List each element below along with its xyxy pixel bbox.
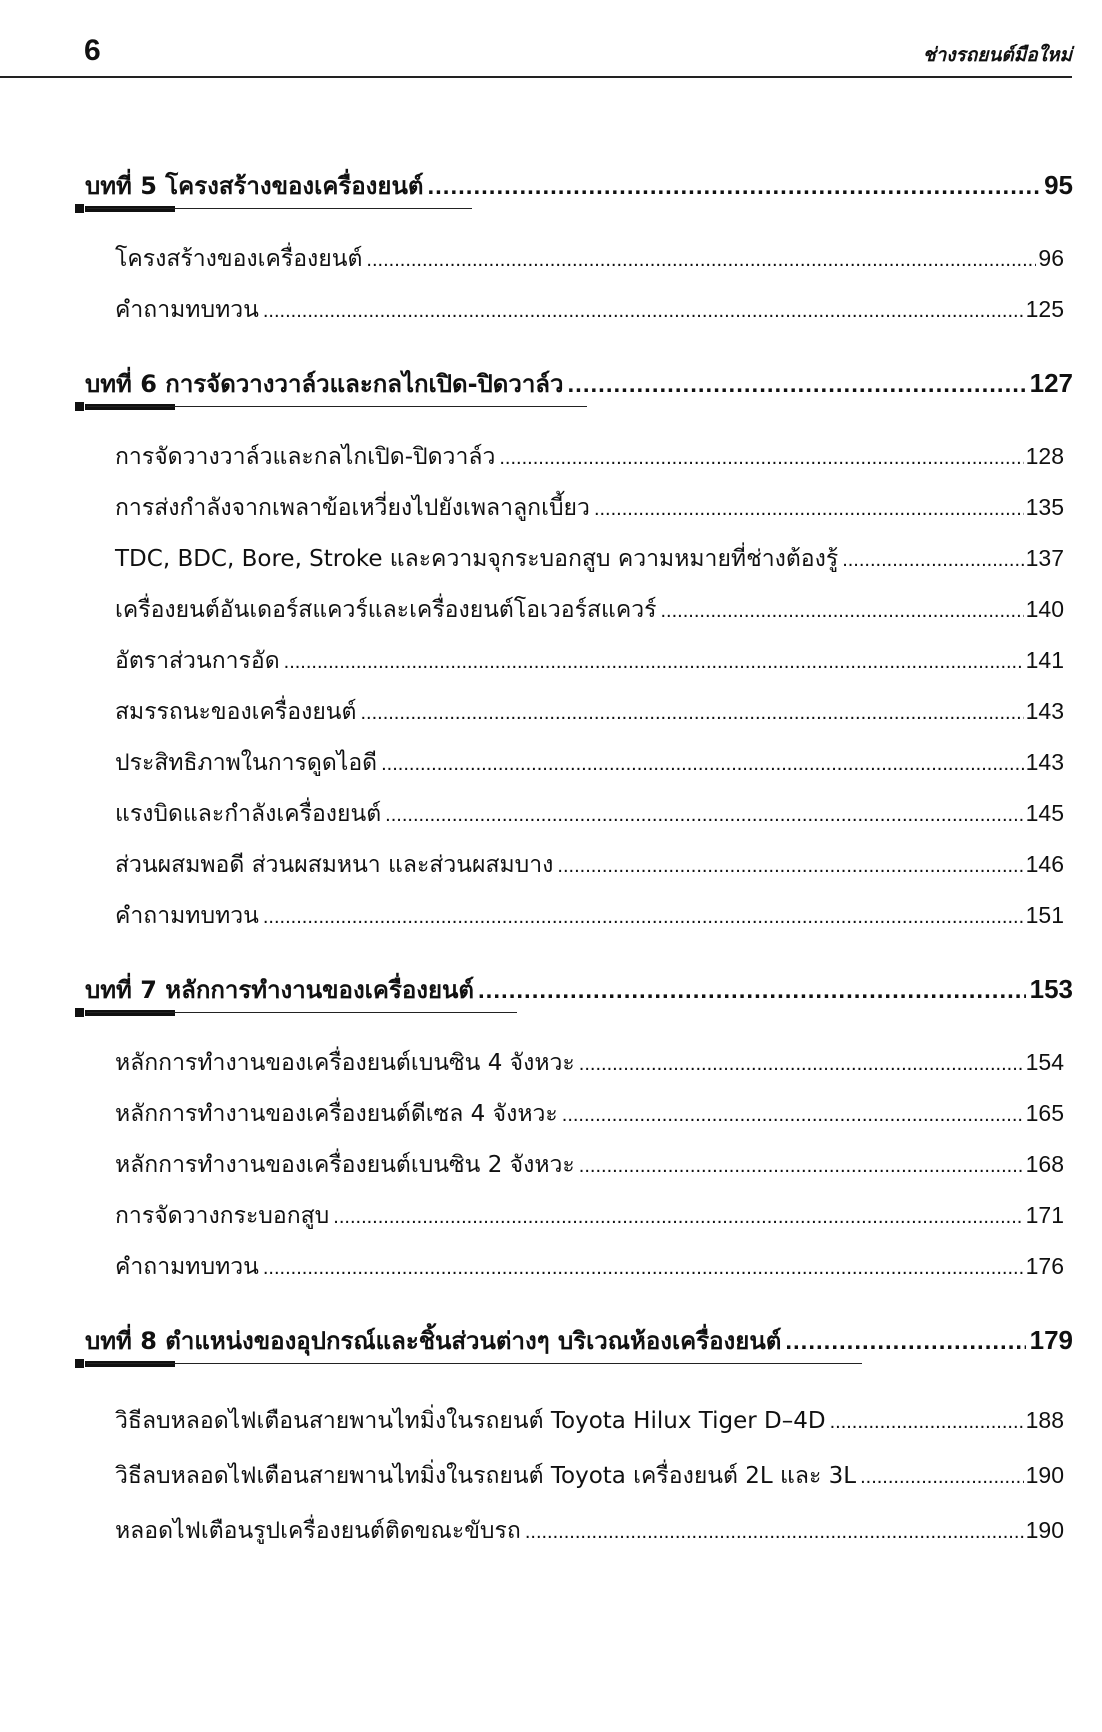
toc-entry — [115, 1246, 1064, 1286]
entry-title: ประสิทธิภาพในการดูดไอดี — [115, 750, 378, 776]
chapter-page-number: 179 — [1029, 1325, 1073, 1355]
running-title: ช่างรถยนต์มือใหม่ — [922, 44, 1072, 66]
entry-title: อัตราส่วนการอัด — [115, 648, 280, 674]
toc-entry — [115, 1093, 1064, 1133]
entry-title: TDC, BDC, Bore, Stroke และความจุกระบอกสูบ ความหมายที่ช่างต้องรู้ — [115, 546, 839, 572]
chapter-title: บทที่ 6 การจัดวางวาล์วและกลไกเปิด-ปิดวาล์ว — [85, 370, 564, 398]
entry-title: คำถามทบทวน — [115, 1254, 259, 1280]
entry-title: ส่วนผสมพอดี ส่วนผสมหนา และส่วนผสมบาง — [115, 852, 554, 878]
toc-entry — [115, 538, 1064, 578]
entry-title: สมรรถนะของเครื่องยนต์ — [115, 699, 357, 725]
entry-title: หลักการทำงานของเครื่องยนต์ดีเซล 4 จังหวะ — [115, 1101, 558, 1127]
toc-entry — [115, 793, 1064, 833]
entry-page-number: 154 — [1025, 1049, 1064, 1075]
entry-page-number: 143 — [1025, 749, 1064, 775]
dot-leader — [360, 693, 1023, 733]
page-number: 6 — [84, 34, 101, 67]
toc-entry — [115, 436, 1064, 476]
chapter-underline — [85, 403, 1073, 413]
dot-leader — [385, 795, 1023, 835]
entry-page-number: 171 — [1025, 1202, 1064, 1228]
entry-title: วิธีลบหลอดไฟเตือนสายพานไทมิ่งในรถยนต์ Toyota Hilux Tiger D–4D — [115, 1408, 826, 1434]
entry-page-number: 145 — [1025, 800, 1064, 826]
dot-leader — [263, 897, 1024, 937]
dot-leader — [568, 365, 1026, 405]
entry-page-number: 128 — [1025, 443, 1064, 469]
chapter-page-number: 153 — [1029, 974, 1073, 1004]
dot-leader — [594, 489, 1024, 529]
entry-title: แรงบิดและกำลังเครื่องยนต์ — [115, 801, 382, 827]
toc-entry — [115, 844, 1064, 884]
dot-leader — [381, 744, 1024, 784]
dot-leader — [478, 971, 1026, 1011]
entry-page-number: 168 — [1025, 1151, 1064, 1177]
toc-entry — [115, 895, 1064, 935]
entry-title: คำถามทบทวน — [115, 903, 259, 929]
page-header — [0, 0, 1072, 78]
entry-title: โครงสร้างของเครื่องยนต์ — [115, 246, 363, 272]
toc-entry — [115, 1510, 1064, 1550]
entry-title: การจัดวางกระบอกสูบ — [115, 1203, 330, 1229]
toc-entry — [115, 238, 1064, 278]
dot-leader — [830, 1402, 1024, 1442]
chapter-underline — [85, 1009, 1073, 1019]
entry-page-number: 176 — [1025, 1253, 1064, 1279]
chapter-heading — [85, 969, 1073, 1019]
entry-title: หลอดไฟเตือนรูปเครื่องยนต์ติดขณะขับรถ — [115, 1518, 521, 1544]
chapter-page-number: 95 — [1044, 170, 1073, 200]
dot-leader — [333, 1197, 1023, 1237]
dot-leader — [785, 1322, 1025, 1362]
chapter-underline — [85, 205, 1073, 215]
dot-leader — [660, 591, 1023, 631]
entry-title: เครื่องยนต์อันเดอร์สแควร์และเครื่องยนต์โอเวอร์สแควร์ — [115, 597, 657, 623]
toc-entry — [115, 487, 1064, 527]
entry-title: การส่งกำลังจากเพลาข้อเหวี่ยงไปยังเพลาลูกเบี้ยว — [115, 495, 590, 521]
chapter-underline — [85, 1360, 1073, 1370]
toc-entry — [115, 1455, 1064, 1495]
toc-entry — [115, 1195, 1064, 1235]
chapter-title: บทที่ 5 โครงสร้างของเครื่องยนต์ — [85, 172, 424, 200]
dot-leader — [525, 1512, 1024, 1552]
dot-leader — [562, 1095, 1024, 1135]
entry-page-number: 143 — [1025, 698, 1064, 724]
entry-page-number: 141 — [1025, 647, 1064, 673]
toc-entry — [115, 1144, 1064, 1184]
entry-page-number: 135 — [1025, 494, 1064, 520]
chapter-title: บทที่ 8 ตำแหน่งของอุปกรณ์และชิ้นส่วนต่างๆ บริเวณห้องเครื่องยนต์ — [85, 1327, 782, 1355]
toc-entry — [115, 589, 1064, 629]
toc-entry — [115, 289, 1064, 329]
entry-page-number: 151 — [1025, 902, 1064, 928]
dot-leader — [579, 1044, 1024, 1084]
entry-title: การจัดวางวาล์วและกลไกเปิด-ปิดวาล์ว — [115, 444, 496, 470]
dot-leader — [263, 1248, 1024, 1288]
entry-page-number: 125 — [1025, 296, 1064, 322]
chapter-heading — [85, 165, 1073, 215]
chapter-title: บทที่ 7 หลักการทำงานของเครื่องยนต์ — [85, 976, 475, 1004]
dot-leader — [499, 438, 1023, 478]
toc-entry — [115, 640, 1064, 680]
entry-page-number: 188 — [1025, 1407, 1064, 1433]
entry-page-number: 146 — [1025, 851, 1064, 877]
chapter-heading — [85, 1320, 1073, 1370]
dot-leader — [557, 846, 1023, 886]
chapter-page-number: 127 — [1029, 368, 1073, 398]
entry-page-number: 190 — [1025, 1517, 1064, 1543]
entry-title: วิธีลบหลอดไฟเตือนสายพานไทมิ่งในรถยนต์ Toyota เครื่องยนต์ 2L และ 3L — [115, 1463, 857, 1489]
dot-leader — [579, 1146, 1024, 1186]
entry-title: หลักการทำงานของเครื่องยนต์เบนซิน 2 จังหวะ — [115, 1152, 575, 1178]
entry-page-number: 137 — [1025, 545, 1064, 571]
dot-leader — [366, 240, 1036, 280]
entry-page-number: 140 — [1025, 596, 1064, 622]
toc-entry — [115, 1042, 1064, 1082]
chapter-heading — [85, 363, 1073, 413]
dot-leader — [860, 1457, 1024, 1497]
entry-page-number: 165 — [1025, 1100, 1064, 1126]
dot-leader — [284, 642, 1024, 682]
toc-entry — [115, 1400, 1064, 1440]
toc-entry — [115, 691, 1064, 731]
entry-title: คำถามทบทวน — [115, 297, 259, 323]
toc-entry — [115, 742, 1064, 782]
dot-leader — [842, 540, 1023, 580]
entry-title: หลักการทำงานของเครื่องยนต์เบนซิน 4 จังหวะ — [115, 1050, 575, 1076]
entry-page-number: 190 — [1025, 1462, 1064, 1488]
entry-page-number: 96 — [1038, 245, 1064, 271]
dot-leader — [427, 167, 1040, 207]
dot-leader — [263, 291, 1024, 331]
